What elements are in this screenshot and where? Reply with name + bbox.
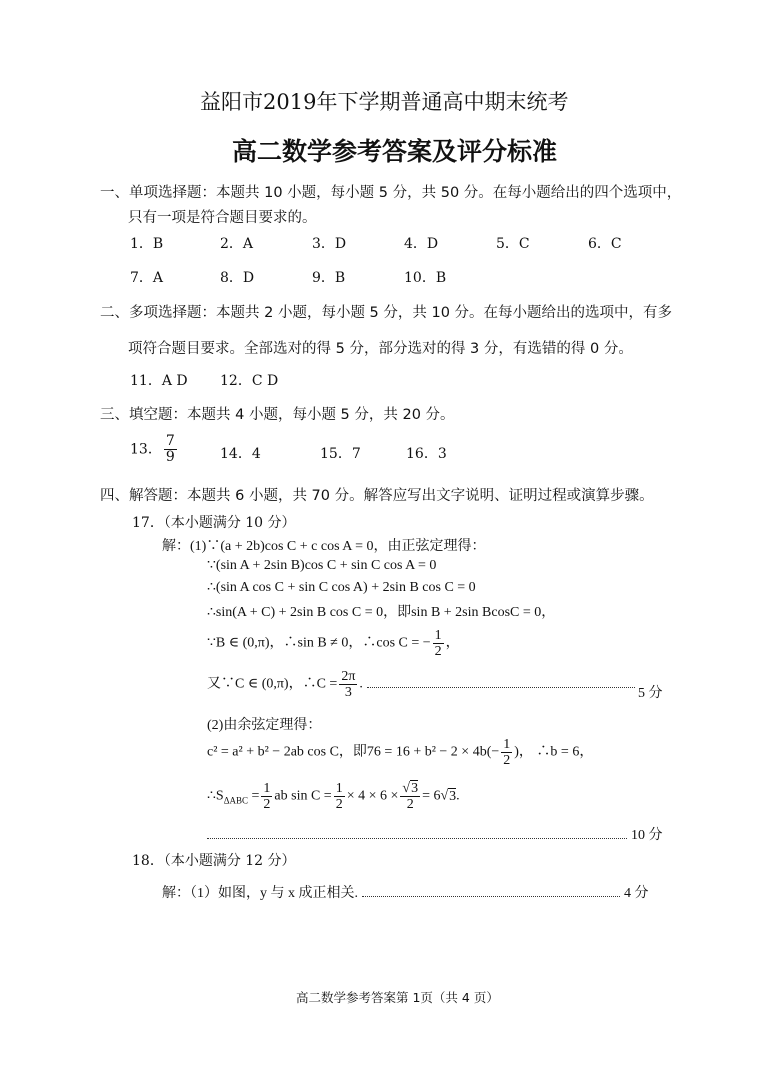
section2-heading: 二、多项选择题：本题共 2 小题，每小题 5 分，共 10 分。在每小题给出的选项中，有多: [100, 305, 673, 321]
fraction: $\frac{1}{2}$: [335, 781, 343, 812]
document-subtitle: 高二数学参考答案及评分标准: [232, 137, 558, 166]
answer-item: 12．C D: [220, 373, 279, 389]
answer-item: 15．7: [320, 446, 361, 462]
q17-line: $\therefore S_{\Delta ABC}$ = $\frac{1}{2}$ ab sin C = $\frac{1}{2}$ × 4 × 6 × $\frac{√3}{2}$ = 6√3.: [207, 781, 460, 812]
section1-heading-cont: 只有一项是符合题目要求的。: [128, 210, 317, 226]
section3-heading: 三、填空题：本题共 4 小题，每小题 5 分，共 20 分。: [100, 407, 455, 423]
fraction: $\frac{1}{2}$: [263, 781, 271, 812]
q17-line: ∴(sin A cos C + sin C cos A) + 2sin B cos C = 0: [207, 580, 476, 595]
document-title: 益阳市2019年下学期普通高中期末统考: [200, 90, 569, 114]
q17-line: c² = a² + b² − 2ab cos C，即76 = 16 + b² − 2 × 4b(− $\frac{1}{2}$ )， ∴b = 6，: [207, 737, 594, 768]
q18-line: 解：（1）如图，y 与 x 成正相关. 4 分: [162, 886, 649, 901]
question-18-title: 18．（本小题满分 12 分）: [132, 853, 296, 869]
fraction: $\frac{7}{9}$: [165, 433, 175, 465]
fraction: $\frac{√3}{2}$: [402, 781, 419, 812]
score-leader-dots: [362, 896, 620, 897]
q17-line: ∴sin(A + C) + 2sin B cos C = 0，即sin B + 2sin BcosC = 0，: [207, 605, 556, 620]
score-line: 10 分: [207, 824, 663, 844]
answer-item: 9．B: [312, 270, 346, 286]
answer-item: 5．C: [496, 236, 530, 252]
answer-item: 6．C: [588, 236, 622, 252]
fraction: $\frac{2\pi}{3}$: [341, 669, 356, 700]
score-leader-dots: [207, 838, 627, 839]
answer-item: 8．D: [220, 270, 255, 286]
q17-line: ∵(sin A + 2sin B)cos C + sin C cos A = 0: [207, 558, 437, 573]
q17-line: (2)由余弦定理得：: [207, 718, 322, 733]
answer-item: 2．A: [220, 236, 254, 252]
fraction: $\frac{1}{2}$: [503, 737, 511, 768]
answer-item-13: 13． $\frac{7}{9}$: [130, 433, 175, 465]
question-17-title: 17．（本小题满分 10 分）: [132, 515, 296, 531]
answer-item: 16．3: [406, 446, 447, 462]
section2-heading-cont: 项符合题目要求。全部选对的得 5 分，部分选对的得 3 分，有选错的得 0 分。: [128, 341, 633, 357]
section4-heading: 四、解答题：本题共 6 小题，共 70 分。解答应写出文字说明、证明过程或演算步骤。: [100, 488, 654, 504]
answer-item: 11．A D: [130, 373, 188, 389]
fraction: $\frac{1}{2}$: [434, 628, 442, 659]
q17-line: 解：(1)∵(a + 2b)cos C + c cos A = 0，由正弦定理得：: [162, 539, 486, 554]
page-footer: 高二数学参考答案第 1页（共 4 页）: [296, 990, 499, 1005]
answer-item: 3．D: [312, 236, 347, 252]
answer-item: 4．D: [404, 236, 439, 252]
answer-item: 14．4: [220, 446, 261, 462]
answer-item: 10．B: [404, 270, 447, 286]
q17-line: 又∵C ∈ (0,π)，∴C = $\frac{2\pi}{3}$ .: [207, 669, 639, 700]
score-leader-dots: [367, 687, 635, 688]
answer-item: 1．B: [130, 236, 164, 252]
answer-item: 7．A: [130, 270, 164, 286]
score-label: 5 分: [638, 686, 663, 701]
section1-heading: 一、单项选择题：本题共 10 小题，每小题 5 分，共 50 分。在每小题给出的四个选项中，: [100, 185, 682, 201]
q17-line: ∵B ∈ (0,π)，∴sin B ≠ 0，∴cos C = − $\frac{1}{2}$ ，: [207, 628, 460, 659]
